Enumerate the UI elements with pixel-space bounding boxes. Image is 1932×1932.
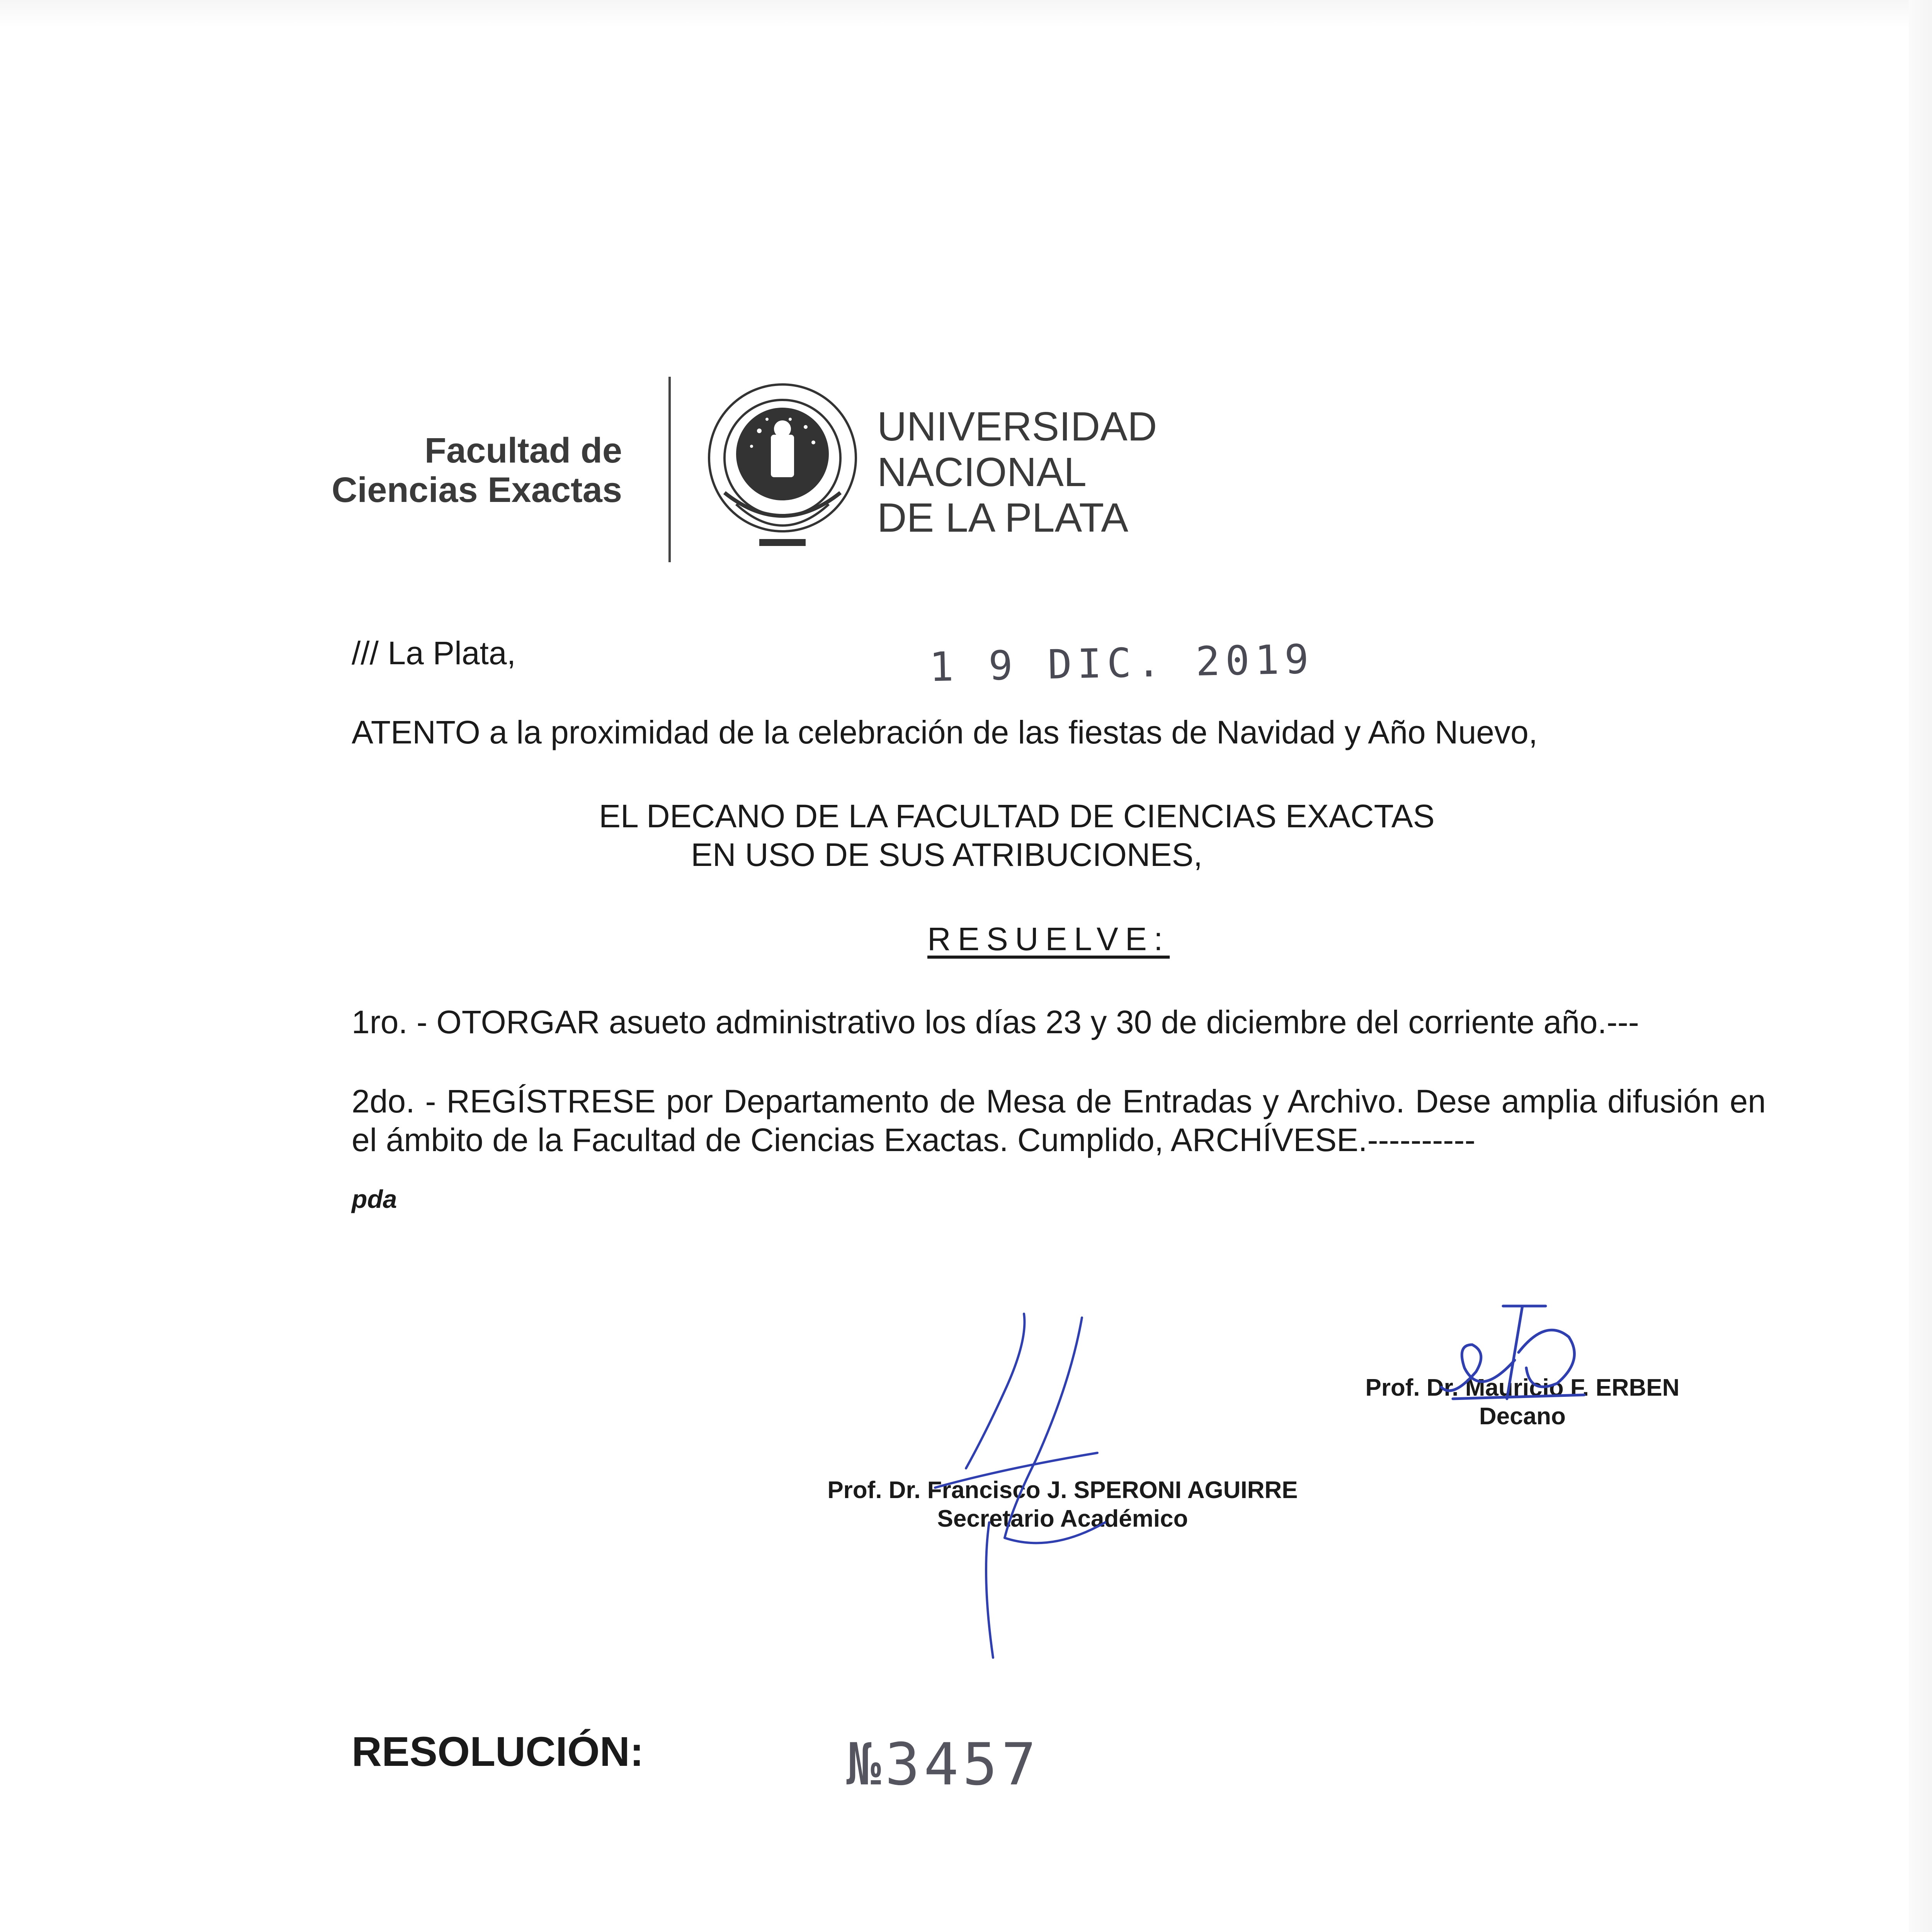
secretary-title: Secretario Académico <box>937 1505 1188 1532</box>
dean-signature-block <box>1329 1374 1716 1431</box>
article-2: 2do. - REGÍSTRESE por Departamento de Mesa de Entradas y Archivo. Dese amplia difusión en el ámbito de la Facultad de Ciencias Exactas. Cumplido, ARCHÍVESE.---------- <box>352 1083 1766 1158</box>
university-line-3: DE LA PLATA <box>877 495 1129 541</box>
secretary-name: Prof. Dr. Francisco J. SPERONI AGUIRRE <box>827 1477 1298 1503</box>
resolution-label: RESOLUCIÓN: <box>352 1728 644 1775</box>
heading-line-1: EL DECANO DE LA FACULTAD DE CIENCIAS EXACTAS <box>599 798 1435 834</box>
scan-right-edge <box>1909 0 1932 1932</box>
place-line: /// La Plata, <box>352 635 516 671</box>
resolves-heading: RESUELVE: <box>927 921 1170 957</box>
university-line-1: UNIVERSIDAD <box>877 404 1157 449</box>
faculty-line-1: Facultad de <box>424 431 622 470</box>
faculty-line-2: Ciencias Exactas <box>332 470 622 510</box>
date-stamp: 1 9 DIC. 2019 <box>929 635 1315 691</box>
secretary-signature-block <box>792 1476 1333 1533</box>
scan-top-edge <box>0 0 1917 28</box>
preamble: ATENTO a la proximidad de la celebración de las fiestas de Navidad y Año Nuevo, <box>352 714 1538 750</box>
university-line-2: NACIONAL <box>877 449 1087 495</box>
resolution-number-stamp: №3457 <box>846 1731 1040 1798</box>
university-name <box>877 404 1157 541</box>
initials: pda <box>352 1185 397 1213</box>
university-seal-icon <box>701 377 864 554</box>
dean-title: Decano <box>1479 1403 1566 1430</box>
heading-line-2: EN USO DE SUS ATRIBUCIONES, <box>690 837 1203 873</box>
faculty-name <box>332 431 622 510</box>
dean-name: Prof. Dr. Mauricio F. ERBEN <box>1365 1374 1680 1401</box>
letterhead-divider <box>668 377 671 562</box>
article-1: 1ro. - OTORGAR asueto administrativo los días 23 y 30 de diciembre del corriente año.--- <box>352 1004 1639 1040</box>
